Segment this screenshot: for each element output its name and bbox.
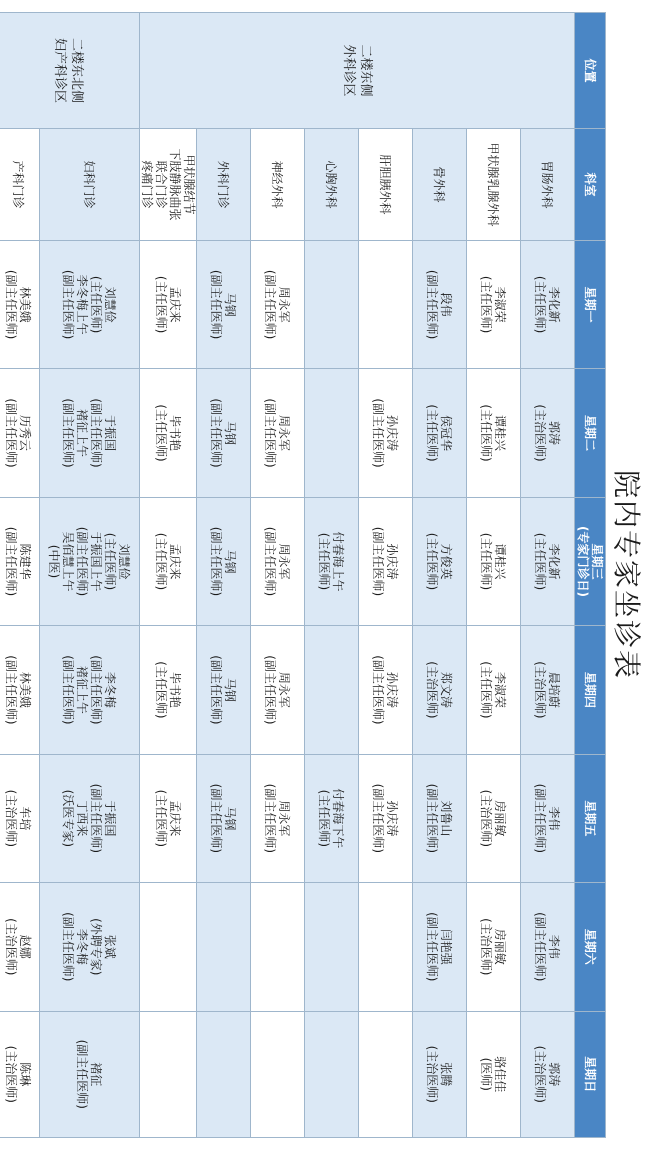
header-sunday: 星期日 [575,1011,606,1137]
doctor-cell-wednesday: 刘慧俭 (主任医师) 于振国上午 (副主任医师) 吴佰慧上午 (中医) [40,497,140,625]
doctor-cell-friday: 孟庆来 (主任医师) [140,754,197,882]
doctor-cell-tuesday: 马钢 (副主任医师) [197,369,251,497]
document-title: 院内专家坐诊表 [610,469,643,680]
doctor-cell-sunday: 张腾 (主治医师) [413,1011,467,1137]
department-cell: 神经外科 [251,129,305,241]
doctor-cell-sunday: 骆佳佳 (医师) [467,1011,521,1137]
doctor-cell-friday: 刘鲁山 (副主任医师) [413,754,467,882]
doctor-cell-monday: 刘慧俭 (主任医师) 李冬梅上午 (副主任医师) [40,240,140,368]
department-cell: 心胸外科 [305,129,359,241]
schedule-row [521,13,575,1138]
header-thursday: 星期四 [575,626,606,754]
doctor-cell-wednesday: 孟庆来 (主任医师) [140,497,197,625]
schedule-row [197,13,251,1138]
doctor-cell-saturday: 张斌 (外聘专家) 李冬梅 (副主任医师) [40,883,140,1011]
doctor-cell-thursday: 晨培蔚 (主治医师) [521,626,575,754]
doctor-cell-sunday: 陈琳 (主治医师) [0,1011,40,1137]
schedule-row [359,13,413,1138]
header-row [575,13,606,1138]
doctor-cell-thursday: 林美娥 (副主任医师) [0,626,40,754]
doctor-cell-tuesday: 毕书艳 (主任医师) [140,369,197,497]
doctor-cell-thursday [305,626,359,754]
location-cell: 二楼东侧 外科诊区 [140,13,575,129]
header-saturday: 星期六 [575,883,606,1011]
doctor-cell-monday: 孟庆来 (主任医师) [140,240,197,368]
doctor-cell-friday: 付春海下午 (主任医师) [305,754,359,882]
header-location: 位置 [575,13,606,129]
doctor-cell-friday: 于振国 (副主任医师) 丁西来 (沃医专家) [40,754,140,882]
doctor-cell-tuesday: 孙庆涛 (副主任医师) [359,369,413,497]
doctor-cell-monday: 周永军 (副主任医师) [251,240,305,368]
schedule-row [413,13,467,1138]
doctor-cell-tuesday: 历秀云 (副主任医师) [0,369,40,497]
doctor-cell-saturday [305,883,359,1011]
doctor-cell-thursday: 马钢 (副主任医师) [197,626,251,754]
expert-schedule-table [0,12,606,1138]
doctor-cell-tuesday [305,369,359,497]
doctor-cell-wednesday: 方俊英 (主任医师) [413,497,467,625]
department-cell: 产科门诊 [0,129,40,241]
header-tuesday: 星期二 [575,369,606,497]
doctor-cell-friday: 马钢 (副主任医师) [197,754,251,882]
doctor-cell-thursday: 郑文涛 (主治医师) [413,626,467,754]
doctor-cell-friday: 车培 (主治医师) [0,754,40,882]
header-monday: 星期一 [575,240,606,368]
department-cell: 骨外科 [413,129,467,241]
doctor-cell-sunday [359,1011,413,1137]
doctor-cell-saturday: 赵娜 (主治医师) [0,883,40,1011]
doctor-cell-friday: 李伟 (副主任医师) [521,754,575,882]
doctor-cell-tuesday: 侯冠华 (主任医师) [413,369,467,497]
doctor-cell-saturday [359,883,413,1011]
doctor-cell-wednesday: 谭桂兴 (主任医师) [467,497,521,625]
doctor-cell-wednesday: 付春海上午 (主任医师) [305,497,359,625]
doctor-cell-saturday: 李伟 (副主任医师) [521,883,575,1011]
doctor-cell-saturday: 闫艳强 (副主任医师) [413,883,467,1011]
doctor-cell-monday: 李淑荣 (主任医师) [467,240,521,368]
doctor-cell-monday: 林美娥 (副主任医师) [0,240,40,368]
doctor-cell-wednesday: 马钢 (副主任医师) [197,497,251,625]
schedule-row [467,13,521,1138]
doctor-cell-friday: 房丽敏 (主治医师) [467,754,521,882]
doctor-cell-wednesday: 李化新 (主任医师) [521,497,575,625]
location-cell: 二楼东北侧 妇产科诊区 [0,13,140,129]
doctor-cell-saturday [140,883,197,1011]
doctor-cell-friday: 孙庆涛 (副主任医师) [359,754,413,882]
doctor-cell-wednesday: 孙庆涛 (副主任医师) [359,497,413,625]
doctor-cell-thursday: 毕书艳 (主任医师) [140,626,197,754]
doctor-cell-thursday: 孙庆涛 (副主任医师) [359,626,413,754]
doctor-cell-friday: 周永军 (副主任医师) [251,754,305,882]
department-cell: 外科门诊 [197,129,251,241]
doctor-cell-sunday: 褚征 (副主任医师) [40,1011,140,1137]
doctor-cell-monday: 马钢 (副主任医师) [197,240,251,368]
doctor-cell-wednesday: 周永军 (副主任医师) [251,497,305,625]
doctor-cell-thursday: 李淑荣 (主任医师) [467,626,521,754]
doctor-cell-thursday: 李冬梅 (副主任医师) 褚征上午 (副主任医师) [40,626,140,754]
doctor-cell-tuesday: 谭桂兴 (主任医师) [467,369,521,497]
schedule-body [0,13,575,1138]
doctor-cell-sunday [197,1011,251,1137]
department-cell: 胃肠外科 [521,129,575,241]
doctor-cell-monday: 段伟 (副主任医师) [413,240,467,368]
doctor-cell-sunday [251,1011,305,1137]
schedule-row [40,13,140,1138]
doctor-cell-monday [359,240,413,368]
department-cell: 妇科门诊 [40,129,140,241]
doctor-cell-tuesday: 郭涛 (主治医师) [521,369,575,497]
doctor-cell-sunday: 郭涛 (主治医师) [521,1011,575,1137]
department-cell: 甲状腺结节 下肢静脉曲张 联合门诊 疼痛门诊 [140,129,197,241]
header-wednesday: 星期三 (专家门诊日) [575,497,606,625]
schedule-row [251,13,305,1138]
doctor-cell-sunday [140,1011,197,1137]
schedule-row [305,13,359,1138]
header-friday: 星期五 [575,754,606,882]
doctor-cell-monday: 李化新 (主任医师) [521,240,575,368]
doctor-cell-saturday: 房丽敏 (主治医师) [467,883,521,1011]
doctor-cell-thursday: 周永军 (副主任医师) [251,626,305,754]
doctor-cell-wednesday: 陈建华 (副主任医师) [0,497,40,625]
header-department: 科室 [575,129,606,241]
doctor-cell-sunday [305,1011,359,1137]
doctor-cell-saturday [251,883,305,1011]
department-cell: 甲状腺乳腺外科 [467,129,521,241]
doctor-cell-tuesday: 于振国 (副主任医师) 褚征上午 (副主任医师) [40,369,140,497]
doctor-cell-saturday [197,883,251,1011]
schedule-row [0,13,40,1138]
doctor-cell-tuesday: 周永军 (副主任医师) [251,369,305,497]
doctor-cell-monday [305,240,359,368]
department-cell: 肝胆胰外科 [359,129,413,241]
schedule-row [140,13,197,1138]
